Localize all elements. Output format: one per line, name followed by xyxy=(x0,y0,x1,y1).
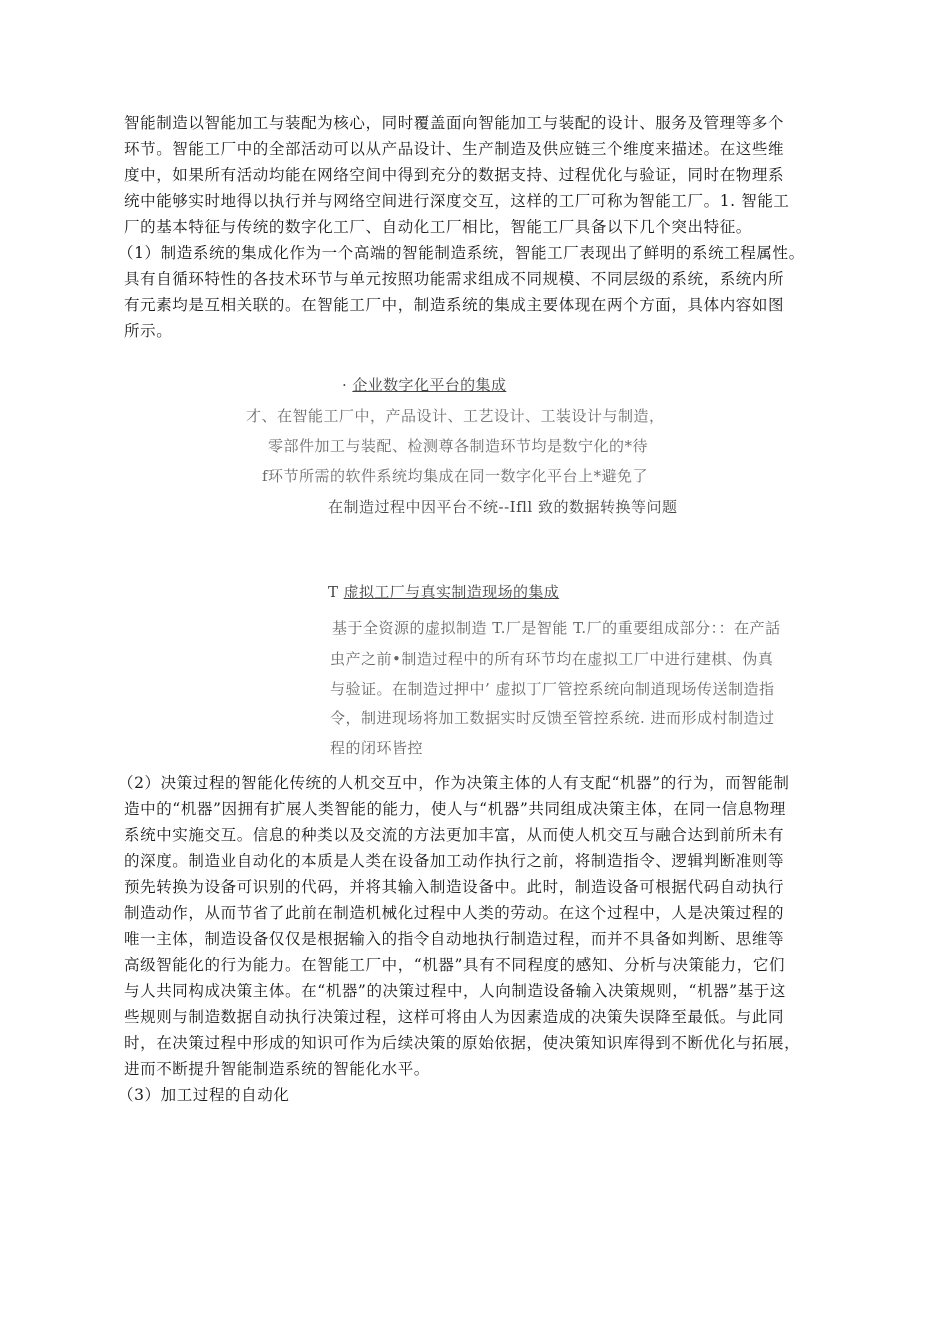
text-line: （1）制造系统的集成化作为一个高端的智能制造系统，智能工厂表现出了鲜明的系统工程属性。 xyxy=(118,244,805,262)
text-line: 智能制造以智能加工与装配为核心，同时覆盖面向智能加工与装配的设计、服务及管理等多个 xyxy=(124,114,785,132)
text-line: 预先转换为设备可识别的代码，并将其输入制造设备中。此时，制造设备可根据代码自动执行 xyxy=(124,878,785,896)
text-line: （2）决策过程的智能化传统的人机交互中，作为决策主体的人有支配“机器”的行为，而智能制 xyxy=(118,774,790,792)
text-line: 厂的基本特征与传统的数字化工厂、自动化工厂相比，智能工厂具备以下几个突出特征。 xyxy=(124,218,752,236)
text-line: 系统中实施交互。信息的种类以及交流的方法更加丰富，从而使人机交互与融合达到前所未有 xyxy=(124,826,785,844)
bullet-mark: T xyxy=(328,583,339,601)
figure-title xyxy=(328,581,559,603)
figure-text-line: 在制造过程中因平台不统--Ifll 致的数据转换等问题 xyxy=(328,498,678,516)
figure-text-line: 令，制进现场将加工数据实时反馈至管控系统. 进而形成村制造过 xyxy=(330,709,775,727)
section-heading: （3）加工过程的自动化 xyxy=(118,1086,290,1104)
text-line: 进而不断提升智能制造系统的智能化水平。 xyxy=(124,1060,430,1078)
text-line: 环节。智能工厂中的全部活动可以从产品设计、生产制造及供应链三个维度来描述。在这些维 xyxy=(124,140,785,158)
figure-title-text: 企业数字化平台的集成 xyxy=(352,376,507,394)
text-line: 制造动作，从而节省了此前在制造机械化过程中人类的劳动。在这个过程中，人是决策过程的 xyxy=(124,904,785,922)
text-line: 高级智能化的行为能力。在智能工厂中，“机器”具有不同程度的感知、分析与决策能力，它们 xyxy=(124,956,786,974)
text-line: 与人共同构成决策主体。在“机器”的决策过程中，人向制造设备输入决策规则，“机器”基于这 xyxy=(124,982,786,1000)
text-line: 有元素均是互相关联的。在智能工厂中，制造系统的集成主要体现在两个方面，具体内容如图 xyxy=(124,296,785,314)
figure-text-line: 才、在智能工厂中，产品设计、工艺设计、工装设计与制造， xyxy=(246,407,665,425)
figure-text-line: f环节所需的软件系统均集成在同一数字化平台上*避免了 xyxy=(262,467,649,485)
text-line: 造中的“机器”因拥有扩展人类智能的能力，使人与“机器”共同组成决策主体，在同一信息物理 xyxy=(124,800,786,818)
figure-title xyxy=(342,374,506,396)
text-line: 时，在决策过程中形成的知识可作为后续决策的原始依据，使决策知识库得到不断优化与拓展， xyxy=(124,1034,801,1052)
figure-text-line: 虫产之前•制造过程中的所有环节均在虚拟工厂中进行建棋、伪真 xyxy=(330,650,774,668)
text-line: 统中能够实时地得以执行并与网络空间进行深度交互，这样的工厂可称为智能工厂。1. 智能工 xyxy=(124,192,790,210)
figure-text-line: 零部件加工与装配、检测尊各制造环节均是数宁化的*待 xyxy=(268,437,649,455)
figure-text-line: 与验证。在制造过押中’ 虚拟丁厂管控系统向制逍现场传送制造指 xyxy=(330,680,775,698)
figure-text-line: 基于全资源的虚拟制造 T.厂是智能 T.厂的重要组成部分：：在产話 xyxy=(332,619,781,637)
text-line: 度中，如果所有活动均能在网络空间中得到充分的数据支持、过程优化与验证，同时在物理系 xyxy=(124,166,785,184)
text-line: 具有自循环特性的各技术环节与单元按照功能需求组成不同规模、不同层级的系统，系统内所 xyxy=(124,270,785,288)
figure-text-line: 程的闭环皆控 xyxy=(330,739,424,757)
text-line: 的深度。制造业自动化的本质是人类在设备加工动作执行之前，将制造指令、逻辑判断准则等 xyxy=(124,852,785,870)
text-line: 些规则与制造数据自动执行决策过程，这样可将由人为因素造成的决策失误降至最低。与此同 xyxy=(124,1008,785,1026)
text-line: 唯一主体，制造设备仅仅是根据输入的指令自动地执行制造过程，而并不具备如判断、思维等 xyxy=(124,930,785,948)
bullet-mark: · xyxy=(342,376,348,394)
text-line: 所示。 xyxy=(124,322,173,340)
figure-title-text: 虚拟工厂与真实制造现场的集成 xyxy=(343,583,560,601)
